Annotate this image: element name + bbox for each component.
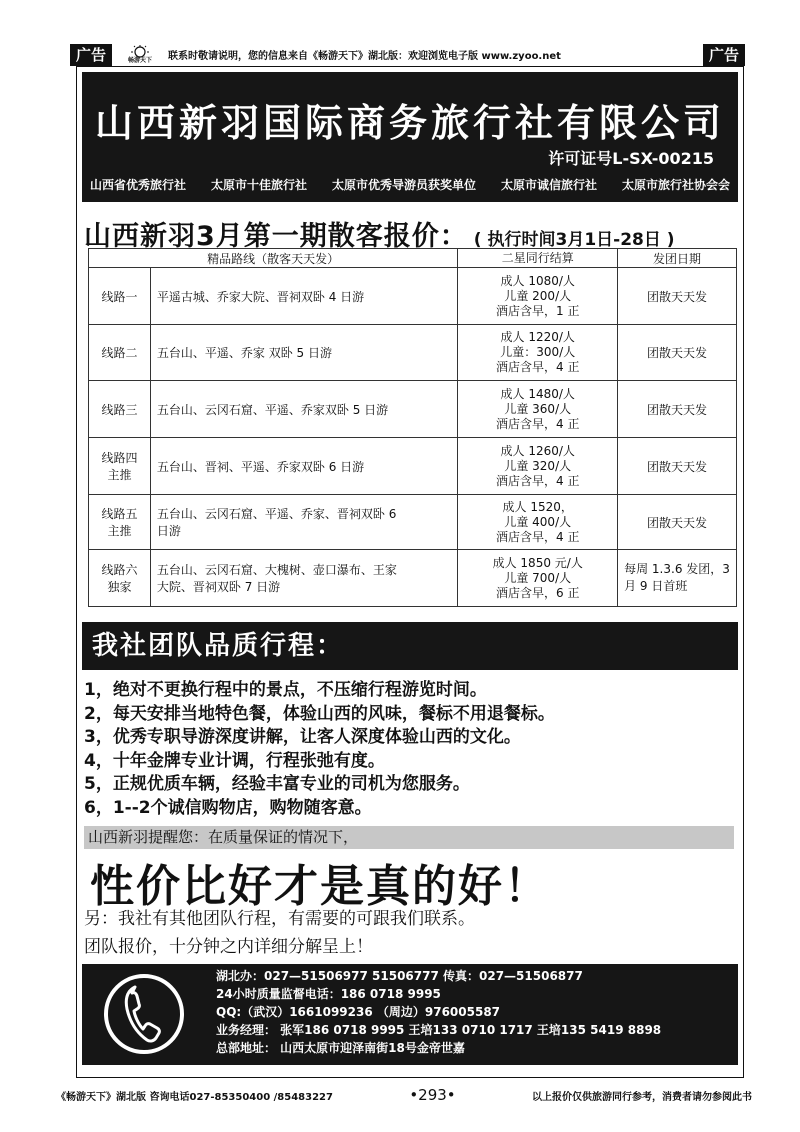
ad-label-left: 广告 <box>70 44 112 66</box>
list-item: 5，正规优质车辆，经验丰富专业的司机为您服务。 <box>84 774 470 794</box>
route-price: 成人 1850 元/人 儿童 700/人 酒店含早，6 正 <box>458 550 618 607</box>
route-name: 线路三 <box>89 381 151 438</box>
footer-right: 以上报价仅供旅游同行参考，消费者请勿参阅此书 <box>531 1091 752 1103</box>
route-date: 团散天天发 <box>618 268 737 325</box>
table-header-row <box>89 249 737 268</box>
honor-item: 太原市诚信旅行社 <box>500 178 597 192</box>
contact-managers: 业务经理： 张军186 0718 9995 王培133 0710 1717 王培135 5419 8898 <box>216 1023 662 1037</box>
header-notice: 联系时敬请说明，您的信息来自《畅游天下》湖北版：欢迎浏览电子版 www.zyoo.net <box>168 50 561 62</box>
route-date: 团散天天发 <box>618 325 737 381</box>
route-desc: 五台山、云冈石窟、平遥、乔家双卧 5 日游 <box>150 381 457 438</box>
quality-list <box>84 679 555 820</box>
table-row <box>89 438 737 495</box>
price-table <box>88 248 737 607</box>
route-price: 成人 1480/人 儿童 360/人 酒店含早，4 正 <box>458 381 618 438</box>
quality-section-title: 我社团队品质行程： <box>82 622 738 670</box>
route-date: 团散天天发 <box>618 381 737 438</box>
phone-icon <box>104 974 184 1054</box>
company-name: 山西新羽国际商务旅行社有限公司 <box>94 101 725 145</box>
company-banner <box>82 72 738 202</box>
route-date: 团散天天发 <box>618 438 737 495</box>
route-price: 成人 1260/人 儿童 320/人 酒店含早，4 正 <box>458 438 618 495</box>
header-route: 精品路线（散客天天发） <box>89 249 458 268</box>
offer-title: 山西新羽3月第一期散客报价： <box>84 221 468 252</box>
table-row <box>89 325 737 381</box>
contact-details <box>216 967 661 1057</box>
honor-item: 太原市优秀导游员获奖单位 <box>331 178 476 192</box>
list-item: 4，十年金牌专业计调，行程张弛有度。 <box>84 750 385 771</box>
route-name: 线路一 <box>89 268 151 325</box>
magazine-logo-icon <box>118 45 162 63</box>
list-item: 6，1--2个诚信购物店，购物随客意。 <box>84 797 372 818</box>
contact-panel <box>82 964 738 1065</box>
company-honors <box>90 176 730 193</box>
list-item: 2，每天安排当地特色餐，体验山西的风味，餐标不用退餐标。 <box>84 703 555 724</box>
contact-address: 总部地址： 山西太原市迎泽南街18号金帝世嘉 <box>216 1041 465 1055</box>
table-row <box>89 495 737 550</box>
route-name: 线路六 独家 <box>89 550 151 607</box>
route-date: 每周 1.3.6 发团，3 月 9 日首班 <box>618 550 737 607</box>
header-notice-bar <box>118 44 690 64</box>
slogan: 性价比好才是真的好！ <box>90 861 550 912</box>
footer-left: 《畅游天下》湖北版 咨询电话027-85350400 /85483227 <box>56 1091 333 1103</box>
license-number: 许可证号L-SX-00215 <box>548 149 714 168</box>
header-date: 发团日期 <box>618 249 737 268</box>
route-desc: 五台山、平遥、乔家 双卧 5 日游 <box>150 325 457 381</box>
ad-label-right: 广告 <box>703 44 745 66</box>
note-line: 团队报价，十分钟之内详细分解呈上！ <box>84 937 373 957</box>
list-item: 3，优秀专职导游深度讲解，让客人深度体验山西的文化。 <box>84 727 521 747</box>
contact-qq: QQ:（武汉）1661099236 （周边）976005587 <box>216 1005 501 1019</box>
route-price: 成人 1520， 儿童 400/人 酒店含早，4 正 <box>458 495 618 550</box>
route-desc: 五台山、晋祠、平遥、乔家双卧 6 日游 <box>150 438 457 495</box>
list-item: 1，绝对不更换行程中的景点，不压缩行程游览时间。 <box>84 680 487 700</box>
header-price: 二星同行结算 <box>458 249 618 268</box>
reminder-bar: 山西新羽提醒您：在质量保证的情况下， <box>84 826 734 849</box>
route-desc: 平遥古城、乔家大院、晋祠双卧 4 日游 <box>150 268 457 325</box>
honor-item: 太原市旅行社协会会 <box>621 178 730 192</box>
note-line: 另：我社有其他团队行程，有需要的可跟我们联系。 <box>84 909 475 929</box>
contact-office: 湖北办：027—51506977 51506777 传真：027—51506877 <box>216 969 583 983</box>
logo-text: 畅游天下 <box>127 57 153 63</box>
table-row <box>89 550 737 607</box>
route-price: 成人 1220/人 儿童：300/人 酒店含早，4 正 <box>458 325 618 381</box>
table-row <box>89 381 737 438</box>
honor-item: 太原市十佳旅行社 <box>210 178 307 192</box>
page-footer <box>56 1086 752 1104</box>
route-price: 成人 1080/人 儿童 200/人 酒店含早，1 正 <box>458 268 618 325</box>
route-name: 线路五 主推 <box>89 495 151 550</box>
table-row <box>89 268 737 325</box>
route-name: 线路二 <box>89 325 151 381</box>
offer-period: ( 执行时间3月1日-28日 ) <box>473 230 675 250</box>
route-date: 团散天天发 <box>618 495 737 550</box>
page-number: •293• <box>409 1086 456 1104</box>
route-name: 线路四 主推 <box>89 438 151 495</box>
contact-hotline: 24小时质量监督电话：186 0718 9995 <box>216 987 441 1001</box>
route-desc: 五台山、云冈石窟、大槐树、壶口瀑布、王家 大院、晋祠双卧 7 日游 <box>150 550 457 607</box>
route-desc: 五台山、云冈石窟、平遥、乔家、晋祠双卧 6 日游 <box>150 495 457 550</box>
honor-item: 山西省优秀旅行社 <box>90 178 187 192</box>
